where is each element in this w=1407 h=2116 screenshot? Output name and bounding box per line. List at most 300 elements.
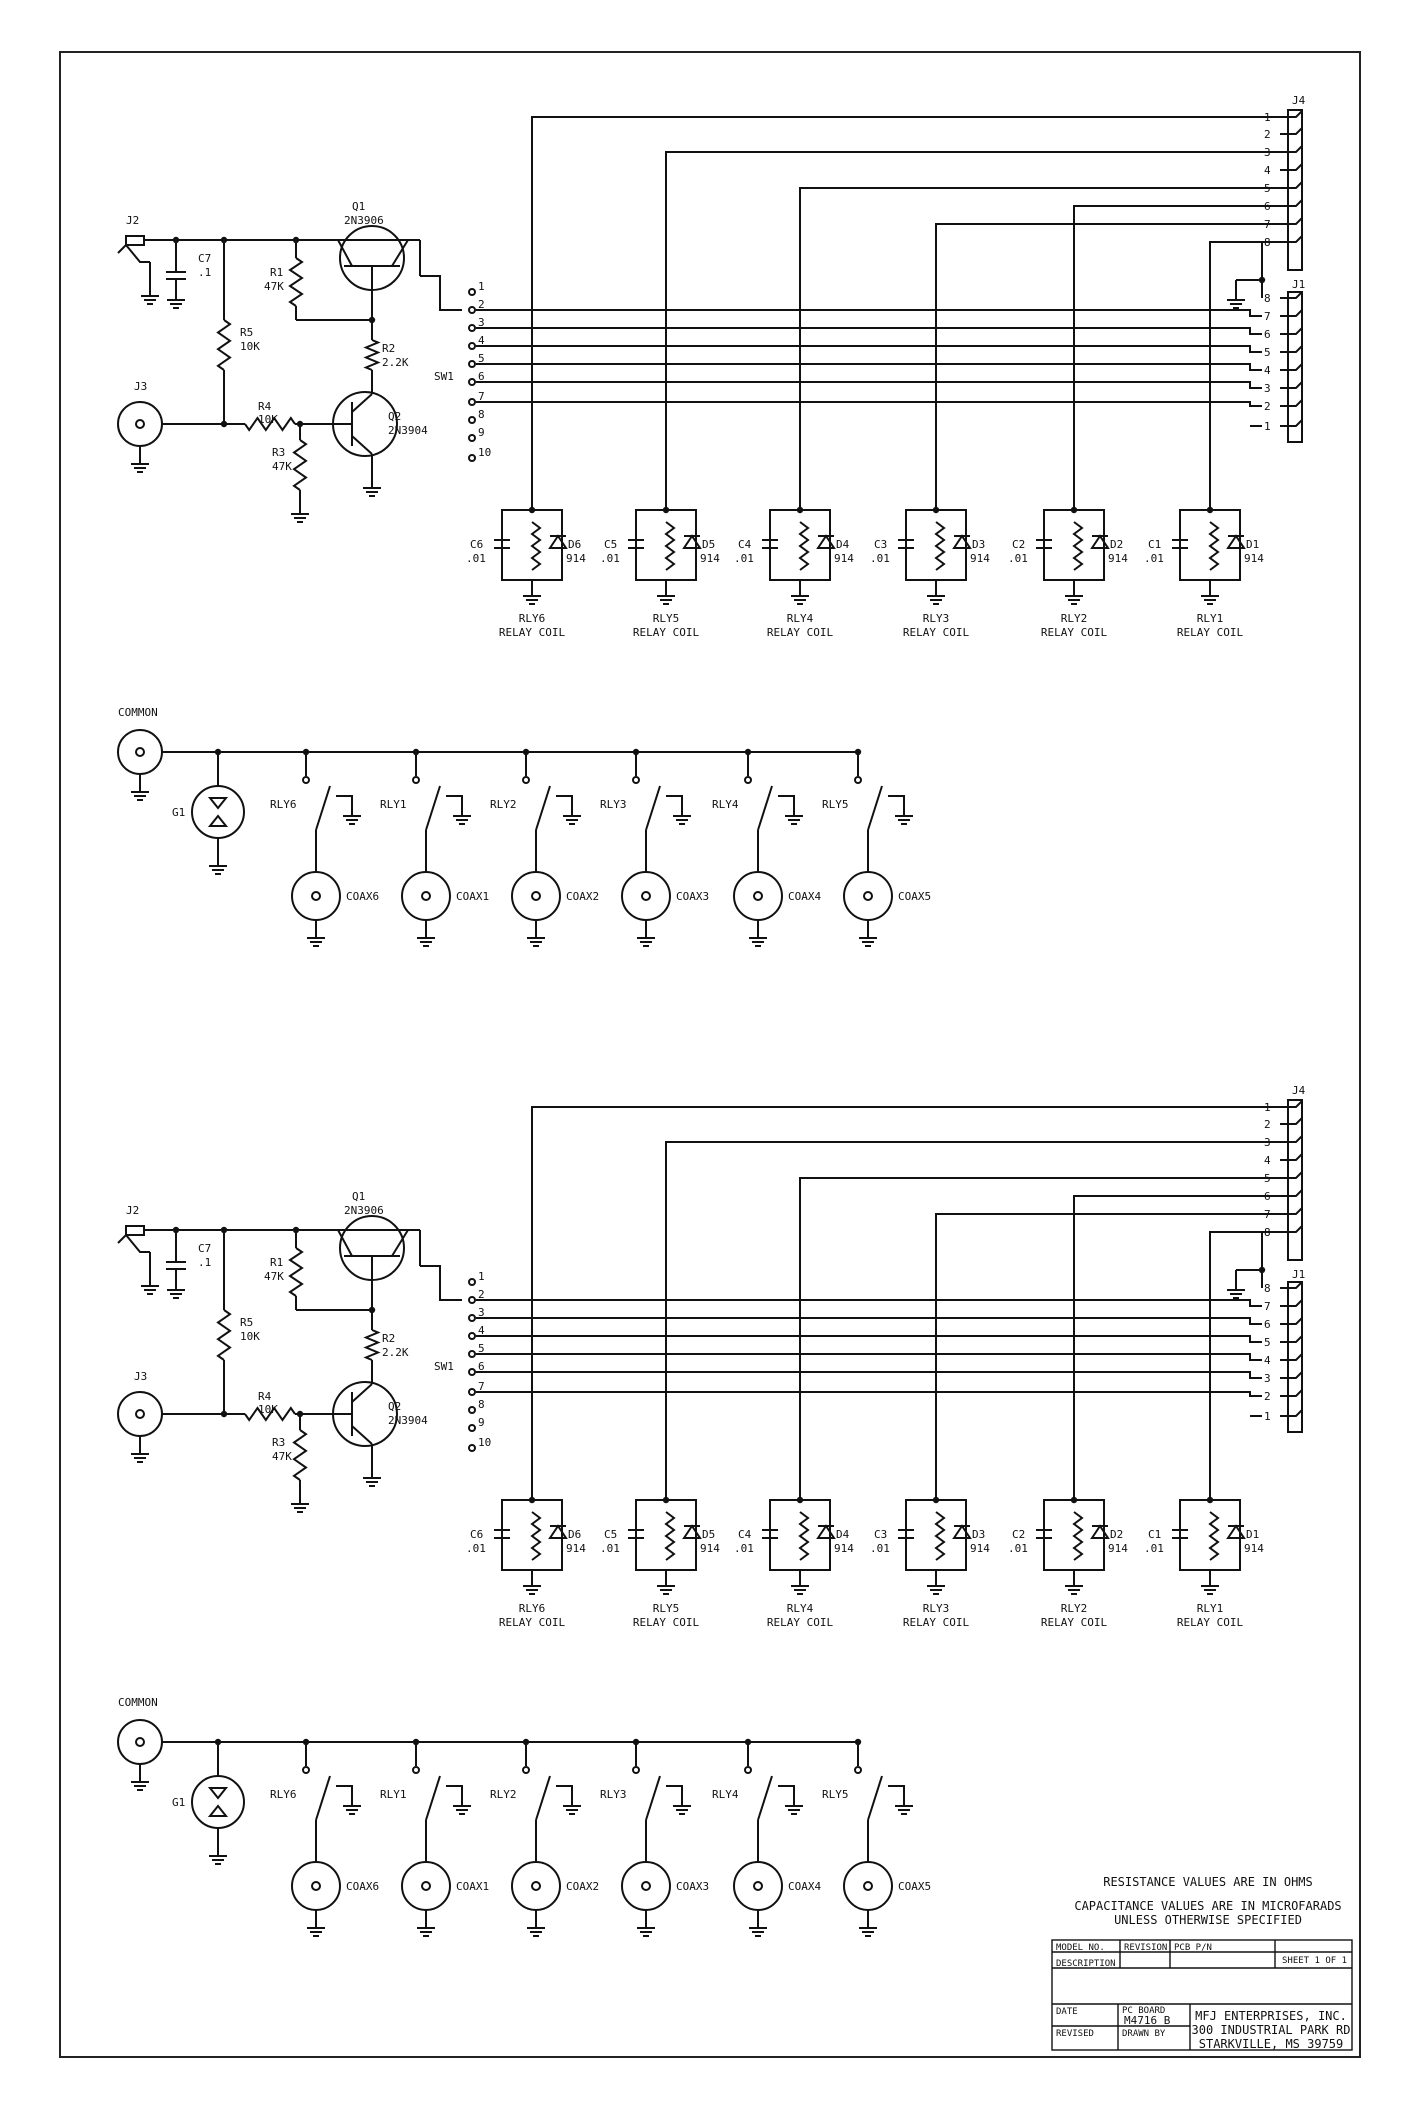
ground-symbol [563, 1798, 581, 1814]
sw1-contact [469, 379, 475, 385]
c7-ref: C7 [198, 252, 212, 265]
coax-connector [844, 1862, 892, 1936]
g1-electrode [210, 1806, 226, 1816]
relay-coil-label: RELAY COIL [498, 1616, 566, 1629]
ground-symbol [167, 292, 185, 308]
j4-pin-label: 5 [1264, 182, 1271, 195]
cap-value: .01 [870, 1542, 890, 1555]
ground-symbol [363, 480, 381, 496]
common-connector [118, 730, 162, 800]
ground-symbol [363, 1470, 381, 1486]
r1-value: 47K [264, 280, 284, 293]
sw1-contact [469, 1297, 475, 1303]
common-label: COMMON [118, 1696, 158, 1709]
diode-ref: D1 [1246, 538, 1260, 551]
r1-ref: R1 [270, 266, 284, 279]
ground-symbol [141, 288, 159, 304]
r2-value: 2.2K [382, 1346, 409, 1359]
coax-outer [118, 1720, 162, 1764]
q2-ref: Q2 [388, 1400, 402, 1413]
ground-symbol [527, 930, 545, 946]
sw1-position-label: 8 [478, 1398, 485, 1411]
ground-symbol [527, 1920, 545, 1936]
relay-coil-label: RELAY COIL [1176, 626, 1244, 639]
j1-pin-label: 1 [1264, 1410, 1271, 1423]
diode-symbol [550, 536, 566, 548]
coax-connector [402, 1862, 450, 1936]
coax-center [136, 1410, 144, 1418]
junction-dot [663, 1497, 669, 1503]
relay-contact-coax6 [270, 749, 379, 946]
sw1-to-j1-wire [476, 402, 1262, 406]
sw1-contact [469, 1445, 475, 1451]
junction-dot [413, 1739, 419, 1745]
coax-center [532, 892, 540, 900]
r4-ref: R4 [258, 400, 272, 413]
cap-value: .01 [600, 552, 620, 565]
contact-ground-wire [778, 796, 794, 808]
diode-ref: D4 [836, 1528, 850, 1541]
relay-coil [936, 1512, 944, 1560]
q2-part: 2N3904 [388, 1414, 428, 1427]
sw1-contact [469, 1333, 475, 1339]
sw1-label: SW1 [434, 1360, 454, 1373]
g1-electrode [210, 816, 226, 826]
r3-ref: R3 [272, 1436, 286, 1449]
ground-symbol [307, 1920, 325, 1936]
title-pc-board: PC BOARD [1122, 2006, 1166, 2016]
diode-part: 914 [1244, 552, 1264, 565]
cap-ref: C5 [604, 1528, 618, 1541]
ground-symbol [673, 808, 691, 824]
j1-label: J1 [1292, 278, 1306, 291]
junction-dot [369, 1307, 375, 1313]
j4-pin [1280, 1172, 1302, 1178]
q1-ref: Q1 [352, 1190, 366, 1203]
sw1-common-wire [420, 276, 462, 310]
coax-label: COAX2 [566, 890, 600, 903]
resistor-zigzag [294, 440, 306, 490]
ground-symbol [657, 588, 675, 604]
cap-value: .01 [1144, 552, 1164, 565]
contact-arm [316, 1776, 330, 1820]
relay-feed-wire [800, 188, 1280, 510]
contact-relay-label: RLY4 [712, 798, 739, 811]
sw1-position-label: 6 [478, 370, 485, 383]
contact-arm [646, 1776, 660, 1820]
junction-dot [221, 421, 227, 427]
relay-coil-label: RELAY COIL [1176, 1616, 1244, 1629]
coax-center [422, 892, 430, 900]
note-resistance: RESISTANCE VALUES ARE IN OHMS [1103, 1875, 1313, 1889]
coax-center [754, 1882, 762, 1890]
coax-outer [292, 872, 340, 920]
relay-coil [666, 522, 674, 570]
contact-arm [536, 1776, 550, 1820]
cap-value: .01 [600, 1542, 620, 1555]
relay-coil [800, 522, 808, 570]
ground-symbol [1201, 1578, 1219, 1594]
j1-pin-label: 3 [1264, 1372, 1271, 1385]
j4-pin-label: 3 [1264, 1136, 1271, 1149]
j1-pin-label: 8 [1264, 1282, 1271, 1295]
j4-pin-label: 4 [1264, 1154, 1271, 1167]
relay-coil [1210, 1512, 1218, 1560]
j2-sleeve [118, 1235, 150, 1252]
junction-dot [1207, 507, 1213, 513]
j1-pin-label: 7 [1264, 1300, 1271, 1313]
relay-ref: RLY3 [922, 1602, 950, 1615]
j3-label: J3 [134, 380, 148, 393]
coax-outer [622, 1862, 670, 1910]
coax-center [136, 748, 144, 756]
ground-symbol [927, 588, 945, 604]
contact-ground-wire [336, 1786, 352, 1798]
relay-contact-coax2 [490, 1739, 599, 1936]
junction-dot [745, 749, 751, 755]
relay-coil [532, 522, 540, 570]
j4-pin [1280, 1136, 1302, 1142]
sw1-to-j1-wire [476, 1372, 1262, 1378]
coax-connector [734, 872, 782, 946]
j4-pin [1280, 1118, 1302, 1124]
coax-outer [118, 402, 162, 446]
cap-ref: C6 [470, 538, 484, 551]
diode-ref: D5 [702, 1528, 716, 1541]
relay-ref: RLY2 [1060, 1602, 1088, 1615]
ground-symbol [307, 930, 325, 946]
j4-pin [1280, 1101, 1302, 1107]
title-address: 300 INDUSTRIAL PARK RD [1191, 2023, 1351, 2037]
relay-ref: RLY6 [518, 612, 546, 625]
relay-feed-wire [532, 1107, 1280, 1500]
junction-dot [303, 749, 309, 755]
j4-pin-label: 2 [1264, 1118, 1271, 1131]
j1-pin [1280, 1300, 1302, 1306]
j1-pin-label: 6 [1264, 1318, 1271, 1331]
contact-relay-label: RLY2 [490, 1788, 517, 1801]
r1-ref: R1 [270, 1256, 284, 1269]
j1-pin [1280, 364, 1302, 370]
ground-symbol [209, 1848, 227, 1864]
ground-symbol [453, 1798, 471, 1814]
coax-outer [402, 1862, 450, 1910]
junction-dot [215, 749, 221, 755]
junction-dot [797, 507, 803, 513]
c7-value: .1 [198, 266, 212, 279]
coax-connector [622, 1862, 670, 1936]
coax-label: COAX6 [346, 890, 380, 903]
sw1-position-label: 7 [478, 390, 485, 403]
ground-symbol [791, 588, 809, 604]
r4-value: 10K [258, 413, 278, 426]
ground-symbol [895, 1798, 913, 1814]
j4-pin-label: 1 [1264, 111, 1271, 124]
contact-arm [426, 786, 440, 830]
j1-pin-label: 2 [1264, 400, 1271, 413]
sw1-to-j1-wire [476, 346, 1262, 352]
coax-connector [734, 1862, 782, 1936]
j1-pin [1280, 1354, 1302, 1360]
contact-relay-label: RLY3 [600, 1788, 627, 1801]
j1-pin [1280, 382, 1302, 388]
notes-block [1074, 1875, 1341, 1927]
contact-arm [758, 1776, 772, 1820]
coax-outer [512, 1862, 560, 1910]
ground-symbol [563, 808, 581, 824]
relay-feed-wire [936, 1214, 1280, 1500]
cap-value: .01 [1144, 1542, 1164, 1555]
q2-emitter [352, 1426, 372, 1444]
sw1-position-label: 1 [478, 1270, 485, 1283]
contact-terminal [413, 777, 419, 783]
j4-pin [1280, 1154, 1302, 1160]
junction-dot [797, 1497, 803, 1503]
j2-label: J2 [126, 1204, 140, 1217]
title-revision: REVISION [1124, 1943, 1168, 1953]
j4-pin [1280, 164, 1302, 170]
junction-dot [1259, 277, 1265, 283]
relay-contact-coax1 [380, 1739, 489, 1936]
diode-ref: D2 [1110, 1528, 1124, 1541]
coax-label: COAX4 [788, 1880, 822, 1893]
diode-symbol [954, 1526, 970, 1538]
junction-dot [1071, 507, 1077, 513]
sw1-contact [469, 325, 475, 331]
junction-dot [663, 507, 669, 513]
ground-symbol [749, 1920, 767, 1936]
ground-symbol [791, 1578, 809, 1594]
coax-outer [844, 1862, 892, 1910]
diode-part: 914 [566, 552, 586, 565]
sw1-to-j1-wire [476, 364, 1262, 370]
j1-pin-label: 5 [1264, 346, 1271, 359]
coax-center [422, 1882, 430, 1890]
relay-coil [936, 522, 944, 570]
j1-pin-label: 4 [1264, 1354, 1271, 1367]
j2-label: J2 [126, 214, 140, 227]
j1-pin [1280, 420, 1302, 426]
relay-contact-coax6 [270, 1739, 379, 1936]
title-model-no: MODEL NO. [1056, 1943, 1105, 1953]
relay-coil-label: RELAY COIL [902, 1616, 970, 1629]
cap-ref: C1 [1148, 1528, 1162, 1541]
diode-part: 914 [1244, 1542, 1264, 1555]
resistor-zigzag [290, 258, 302, 306]
title-drawn-by: DRAWN BY [1122, 2029, 1166, 2039]
g1-label: G1 [172, 1796, 186, 1809]
cap-ref: C1 [1148, 538, 1162, 551]
ground-symbol [927, 1578, 945, 1594]
j4-pin-label: 4 [1264, 164, 1271, 177]
g1-label: G1 [172, 806, 186, 819]
q2-collector [352, 1384, 372, 1402]
coax-center [136, 1738, 144, 1746]
ground-symbol [1065, 588, 1083, 604]
sw1-contact [469, 417, 475, 423]
diode-part: 914 [970, 1542, 990, 1555]
ground-symbol [785, 808, 803, 824]
sw1-position-label: 1 [478, 280, 485, 293]
relay-contact-coax4 [712, 749, 821, 946]
cap-ref: C6 [470, 1528, 484, 1541]
diode-ref: D3 [972, 538, 986, 551]
sw1-contact [469, 1351, 475, 1357]
coax-label: COAX2 [566, 1880, 600, 1893]
j1-pin [1280, 1390, 1302, 1396]
r3-value: 47K [272, 460, 292, 473]
sw1-position-label: 8 [478, 408, 485, 421]
common-label: COMMON [118, 706, 158, 719]
resistor-zigzag [366, 340, 378, 370]
g1-electrode [210, 1788, 226, 1798]
junction-dot [1259, 1267, 1265, 1273]
diode-part: 914 [834, 1542, 854, 1555]
title-date: DATE [1056, 2007, 1078, 2017]
j4-pin [1280, 200, 1302, 206]
relay-coil-label: RELAY COIL [1040, 626, 1108, 639]
sw1-to-j1-wire [476, 1318, 1262, 1324]
contact-relay-label: RLY6 [270, 1788, 297, 1801]
relay-contact-coax1 [380, 749, 489, 946]
j4-pin [1280, 1190, 1302, 1196]
coax-connector [512, 872, 560, 946]
note-capacitance: CAPACITANCE VALUES ARE IN MICROFARADS [1074, 1899, 1342, 1913]
j3-label: J3 [134, 1370, 148, 1383]
contact-terminal [523, 777, 529, 783]
coax-outer [622, 872, 670, 920]
q1-ref: Q1 [352, 200, 366, 213]
sw1-position-label: 3 [478, 1306, 485, 1319]
note-unless-specified: UNLESS OTHERWISE SPECIFIED [1114, 1913, 1302, 1927]
sw1-to-j1-wire [476, 1392, 1262, 1396]
sw1-position-label: 9 [478, 426, 485, 439]
ground-symbol [131, 456, 149, 472]
sw1-contact [469, 1425, 475, 1431]
cap-value: .01 [466, 1542, 486, 1555]
sw1-contact [469, 399, 475, 405]
junction-dot [745, 1739, 751, 1745]
junction-dot [1207, 1497, 1213, 1503]
r2-value: 2.2K [382, 356, 409, 369]
j4-pin [1280, 128, 1302, 134]
relay-coil-label: RELAY COIL [632, 626, 700, 639]
j3-connector [118, 402, 162, 472]
resistor-zigzag [218, 320, 230, 370]
resistor-zigzag [218, 1310, 230, 1360]
c7-ref: C7 [198, 1242, 212, 1255]
ground-symbol [523, 588, 541, 604]
cap-value: .01 [1008, 1542, 1028, 1555]
sw1-common-wire [420, 1266, 462, 1300]
diode-symbol [1092, 536, 1108, 548]
cap-value: .01 [466, 552, 486, 565]
ground-symbol [637, 1920, 655, 1936]
sw1-label: SW1 [434, 370, 454, 383]
sw1-position-label: 7 [478, 1380, 485, 1393]
contact-terminal [523, 1767, 529, 1773]
contact-ground-wire [556, 796, 572, 808]
j1-pin-label: 6 [1264, 328, 1271, 341]
coax-label: COAX5 [898, 1880, 932, 1893]
sw1-position-label: 5 [478, 1342, 485, 1355]
cap-ref: C2 [1012, 1528, 1026, 1541]
junction-dot [303, 1739, 309, 1745]
coax-outer [118, 1392, 162, 1436]
ground-symbol [1227, 1282, 1245, 1298]
j4-pin [1280, 182, 1302, 188]
diode-part: 914 [1108, 1542, 1128, 1555]
relay-ref: RLY1 [1196, 1602, 1224, 1615]
sw1-contact [469, 1389, 475, 1395]
j1-pin-label: 1 [1264, 420, 1271, 433]
j1-pin [1280, 1318, 1302, 1324]
junction-dot [173, 1227, 179, 1233]
coax-label: COAX3 [676, 1880, 710, 1893]
cap-ref: C3 [874, 1528, 888, 1541]
j4-label: J4 [1292, 1084, 1306, 1097]
cap-ref: C2 [1012, 538, 1026, 551]
coax-connector [844, 872, 892, 946]
q2-part: 2N3904 [388, 424, 428, 437]
diode-ref: D5 [702, 538, 716, 551]
sw1-contact [469, 435, 475, 441]
ground-symbol [859, 930, 877, 946]
sw1-to-j1-wire [476, 328, 1262, 334]
schematic-panel-bottom [118, 1084, 1306, 1936]
ground-symbol [523, 1578, 541, 1594]
j4-pin-label: 6 [1264, 1190, 1271, 1203]
sw1-position-label: 2 [478, 298, 485, 311]
relay-feed-wire [532, 117, 1280, 510]
title-description: DESCRIPTION [1056, 1959, 1116, 1969]
coax-center [642, 892, 650, 900]
cap-value: .01 [734, 552, 754, 565]
r5-value: 10K [240, 340, 260, 353]
relay-ref: RLY6 [518, 1602, 546, 1615]
contact-ground-wire [446, 796, 462, 808]
sw1-contact [469, 1315, 475, 1321]
common-connector [118, 1720, 162, 1790]
title-company: MFJ ENTERPRISES, INC. [1195, 2009, 1347, 2023]
q1-part: 2N3906 [344, 214, 384, 227]
diode-part: 914 [1108, 552, 1128, 565]
sw1-contact [469, 307, 475, 313]
title-city: STARKVILLE, MS 39759 [1198, 2037, 1344, 2051]
ground-symbol [1065, 1578, 1083, 1594]
diode-part: 914 [566, 1542, 586, 1555]
coax-outer [292, 1862, 340, 1910]
ground-symbol [637, 930, 655, 946]
ground-symbol [785, 1798, 803, 1814]
relay-coil-label: RELAY COIL [498, 626, 566, 639]
g1-tube [192, 1776, 244, 1828]
schematic-panel-top [118, 94, 1306, 946]
relay-coil [1210, 522, 1218, 570]
coax-label: COAX6 [346, 1880, 380, 1893]
j4-pin-label: 7 [1264, 218, 1271, 231]
ground-symbol [131, 784, 149, 800]
relay-coil [532, 1512, 540, 1560]
r3-value: 47K [272, 1450, 292, 1463]
contact-relay-label: RLY1 [380, 1788, 407, 1801]
sw1-to-j1-wire [476, 1336, 1262, 1342]
ground-symbol [859, 1920, 877, 1936]
sw1-contact [469, 361, 475, 367]
r3-ref: R3 [272, 446, 286, 459]
j4-pin [1280, 236, 1302, 242]
j4-pin-label: 3 [1264, 146, 1271, 159]
